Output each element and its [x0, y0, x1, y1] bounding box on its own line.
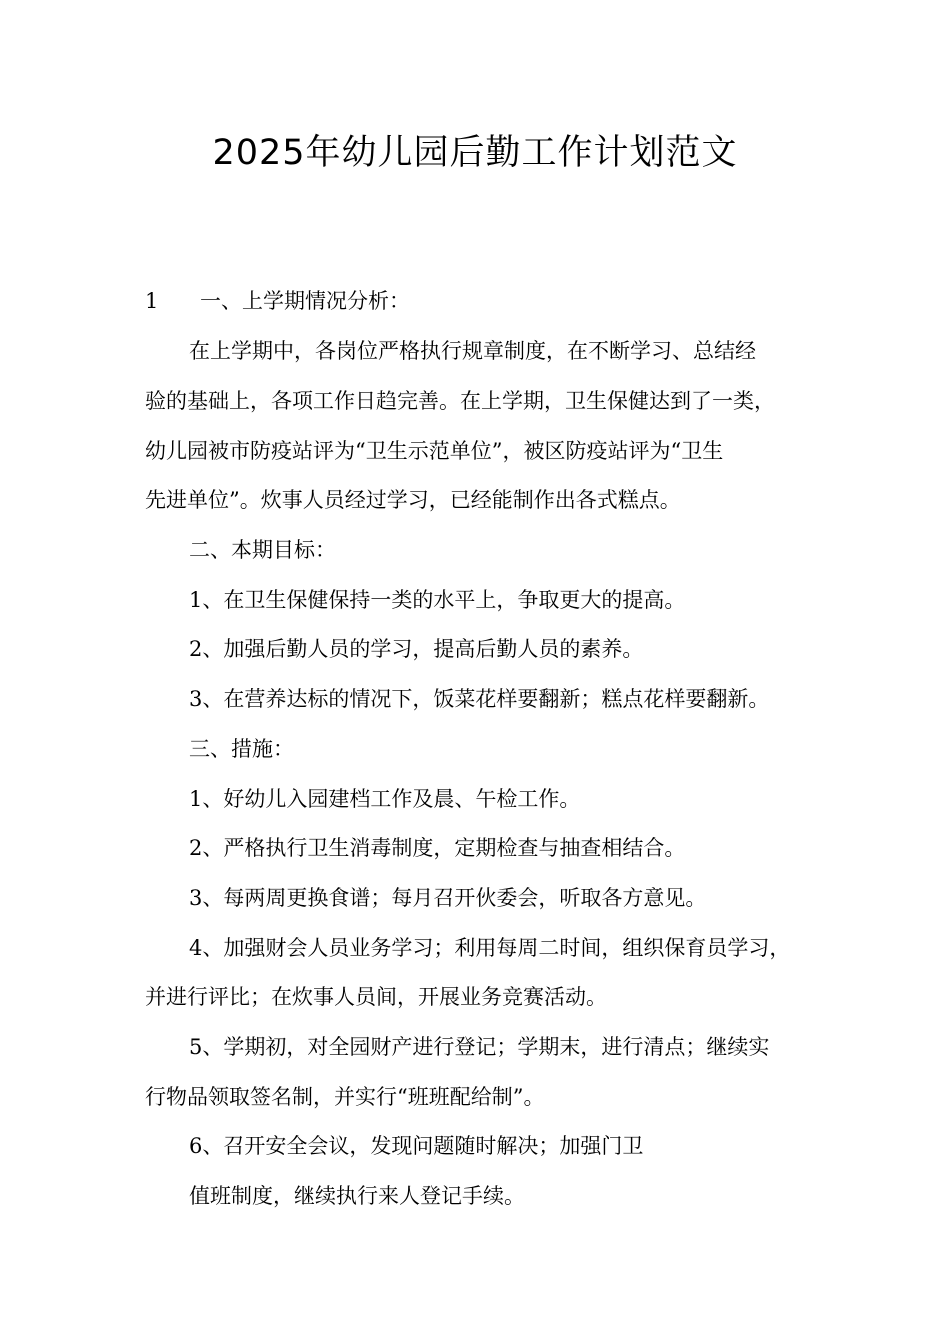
- measure-item-continued: 并进行评比；在炊事人员间，开展业务竞赛活动。: [145, 985, 607, 1009]
- measure-item: 6、召开安全会议，发现问题随时解决；加强门卫: [189, 1134, 644, 1158]
- measure-item-continued: 行物品领取签名制，并实行“班班配给制”。: [145, 1085, 545, 1109]
- document-title: 2025年幼儿园后勤工作计划范文: [212, 133, 738, 173]
- goal-item: 3、在营养达标的情况下，饭菜花样要翻新；糕点花样要翻新。: [189, 687, 770, 711]
- measure-item: 5、学期初，对全园财产进行登记；学期末，进行清点；继续实: [189, 1035, 770, 1059]
- measure-item: 4、加强财会人员业务学习；利用每周二时间，组织保育员学习，: [189, 936, 791, 960]
- section3-heading: 三、措施：: [189, 737, 294, 761]
- measure-item: 1、好幼儿入园建档工作及晨、午检工作。: [189, 787, 581, 811]
- paragraph-line: 在上学期中，各岗位严格执行规章制度，在不断学习、总结经: [189, 339, 756, 363]
- section-number: 1: [145, 289, 159, 313]
- measure-item: 3、每两周更换食谱；每月召开伙委会，听取各方意见。: [189, 886, 707, 910]
- section2-heading: 二、本期目标：: [189, 538, 336, 562]
- section1-heading: 一、上学期情况分析：: [200, 289, 410, 313]
- paragraph-line: 验的基础上，各项工作日趋完善。在上学期，卫生保健达到了一类，: [145, 389, 775, 413]
- goal-item: 2、加强后勤人员的学习，提高后勤人员的素养。: [189, 637, 644, 661]
- measure-item: 2、严格执行卫生消毒制度，定期检查与抽查相结合。: [189, 836, 686, 860]
- paragraph-line: 幼儿园被市防疫站评为“卫生示范单位”，被区防疫站评为“卫生: [145, 439, 724, 463]
- paragraph-line: 先进单位”。炊事人员经过学习，已经能制作出各式糕点。: [145, 488, 681, 512]
- goal-item: 1、在卫生保健保持一类的水平上，争取更大的提高。: [189, 588, 686, 612]
- measure-item-continued: 值班制度，继续执行来人登记手续。: [189, 1184, 525, 1208]
